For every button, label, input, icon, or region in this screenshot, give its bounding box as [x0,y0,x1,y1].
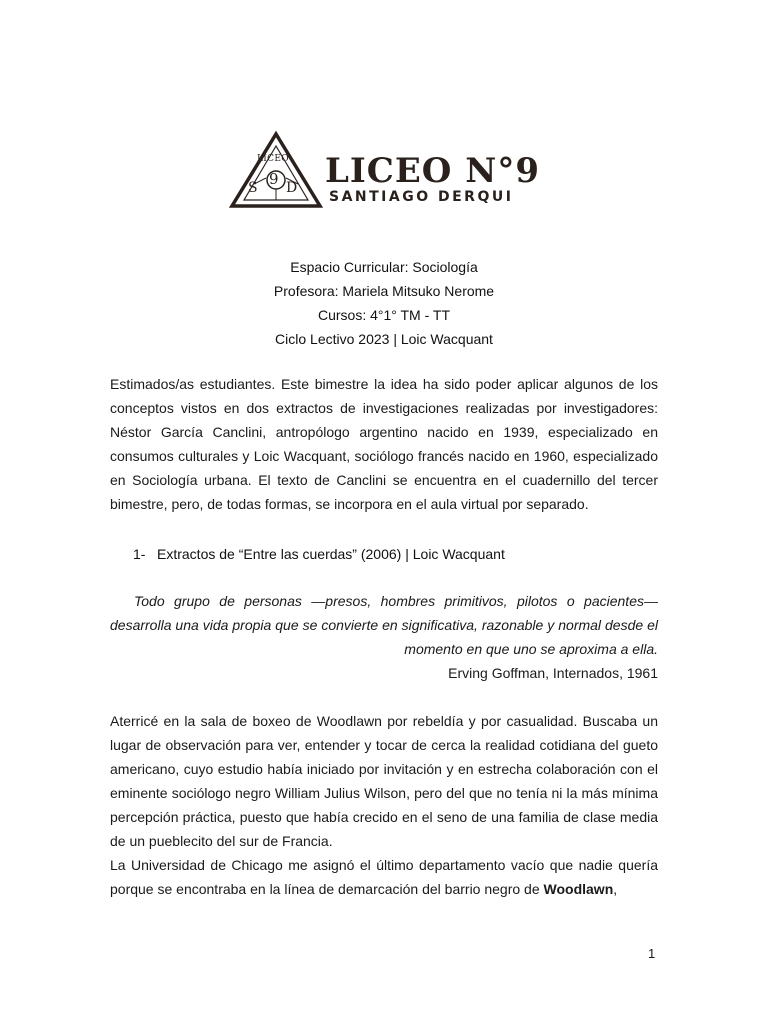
intro-paragraph: Estimados/as estudiantes. Este bimestre la idea ha sido poder aplicar algunos de los conceptos vistos en dos extractos de investigaciones realizadas por investigadores: Néstor García Canclini, antropólogo argentino nacido en 1939, especializado en consumos culturales y Loic Wacquant, sociólogo francés nacido en 1960, especializado en Sociología urbana. El texto de Canclini se encuentra en el cuadernillo del tercer bimestre, pero, de todas formas, se incorpora en el aula virtual por separado. [110,376,658,512]
page-number: 1 [648,946,656,961]
section-title: Extractos de “Entre las cuerdas” (2006) | Loic Wacquant [157,546,505,562]
emblem-number: 9 [269,170,279,188]
teacher-name: Profesora: Mariela Mitsuko Nerome [273,283,495,299]
emblem-s-letter: S [248,180,258,196]
courses: Cursos: 4°1° TM - TT [317,307,451,323]
emblem-d-letter: D [286,180,298,196]
course-header [110,255,658,351]
body-paragraph-1: Aterricé en la sala de boxeo de Woodlawn por rebeldía y por casualidad. Buscaba un lugar de observación para ver, entender y tocar de cerca la realidad cotidiana del gueto americano, cuyo estudio había iniciado por invitación y en estrecha colaboración con el eminente sociólogo negro William Julius Wilson, pero del que no tenía ni la más mínima percepción práctica, puesto que había crecido en el seno de una familia de clase media de un pueblecito del sur de Francia. [110,713,658,849]
body-paragraph-2 [110,853,658,901]
school-logo [228,130,538,210]
emblem-liceo-text: LICEO [257,154,289,164]
epigraph-quote [110,589,658,661]
section-number: 1- [133,546,146,562]
paragraph-2-end: , [613,881,618,897]
quote-text: Todo grupo de personas —presos, hombres primitivos, pilotos o pacientes— desarrolla una vida propia que se convierte en significativa, razonable y normal desde el momento en que uno se aproxima a ella. [110,593,658,657]
curricular-space: Espacio Curricular: Sociología [290,259,478,275]
school-year: Ciclo Lectivo 2023 | Loic Wacquant [275,331,493,347]
logo-subtitle: SANTIAGO DERQUI [329,189,514,205]
quote-attribution: Erving Goffman, Internados, 1961 [448,665,658,681]
section-heading [133,542,505,566]
paragraph-2-text: La Universidad de Chicago me asignó el último departamento vacío que nadie quería porque se encontraba en la línea de demarcación del barrio negro de [110,857,658,897]
woodlawn-bold: Woodlawn [543,881,614,897]
logo-title: LICEO N°9 [325,151,540,191]
